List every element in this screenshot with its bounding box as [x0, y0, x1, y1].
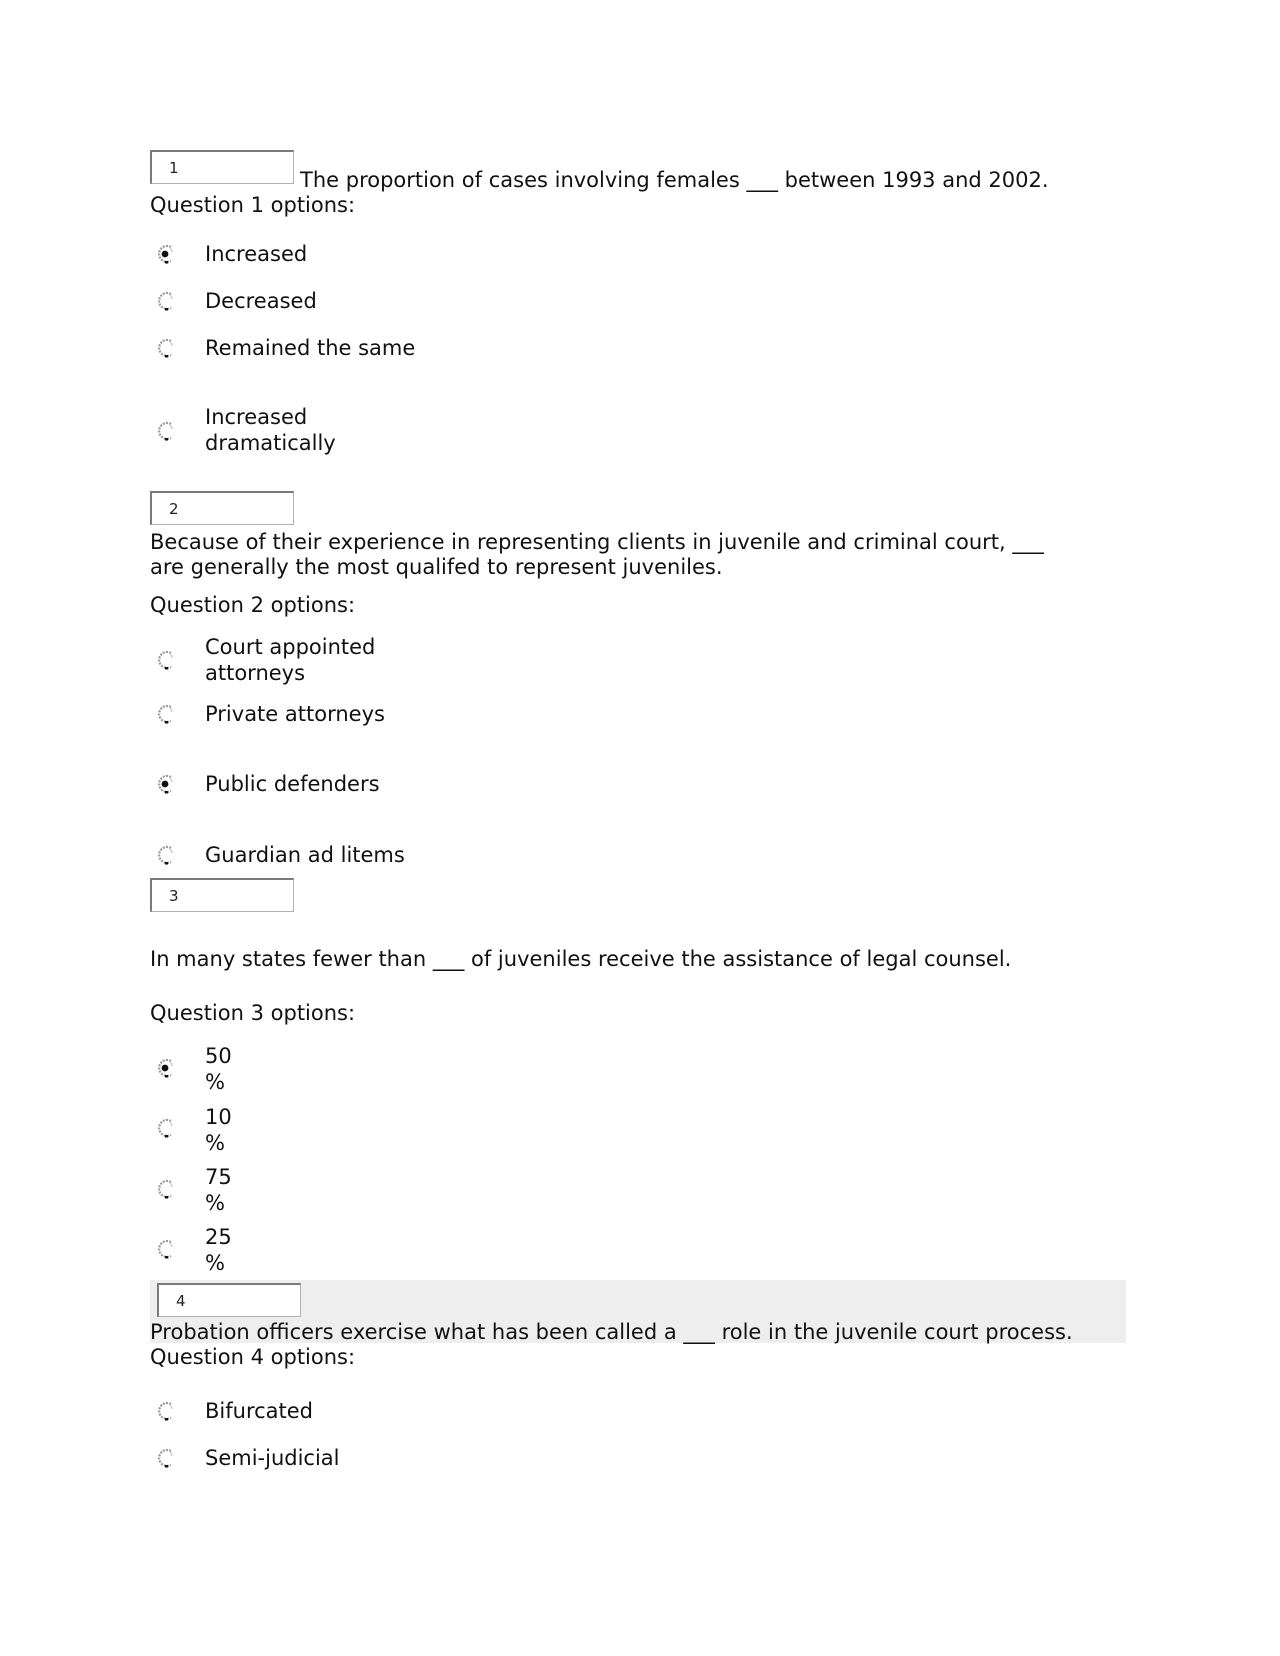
question-1-number-box[interactable] [150, 150, 294, 184]
option-label-line-2[interactable]: dramatically [205, 431, 336, 455]
radio-button[interactable] [155, 1238, 177, 1260]
question-4-prompt: Probation officers exercise what has been called a ___ role in the juvenile court process. [150, 1320, 1073, 1344]
question-2-prompt-line-2: are generally the most qualifed to represent juveniles. [150, 555, 723, 579]
question-2-number: 2 [169, 500, 179, 518]
option-label-line-2[interactable]: % [205, 1251, 225, 1275]
question-4-options-label: Question 4 options: [150, 1345, 356, 1369]
radio-button-selected[interactable] [155, 1057, 177, 1079]
question-1-options-label: Question 1 options: [150, 193, 356, 217]
question-3-prompt: In many states fewer than ___ of juveniles receive the assistance of legal counsel. [150, 947, 1012, 971]
radio-empty-icon [155, 420, 177, 442]
option-label-line-2[interactable]: % [205, 1070, 225, 1094]
radio-button[interactable] [155, 1178, 177, 1200]
radio-empty-icon [155, 290, 177, 312]
question-2-prompt-line-1: Because of their experience in representing clients in juvenile and criminal court, ___ [150, 530, 1044, 554]
option-label[interactable]: 75 [205, 1165, 232, 1189]
radio-button[interactable] [155, 290, 177, 312]
question-4-number-box[interactable] [157, 1283, 301, 1317]
question-3-number: 3 [169, 887, 179, 905]
option-label[interactable]: 25 [205, 1225, 232, 1249]
option-label[interactable]: Increased [205, 405, 308, 429]
option-label-line-2[interactable]: attorneys [205, 661, 306, 685]
option-label[interactable]: Public defenders [205, 772, 380, 796]
radio-button[interactable] [155, 703, 177, 725]
option-label[interactable]: Remained the same [205, 336, 416, 360]
radio-selected-icon [155, 1057, 177, 1079]
option-label[interactable]: Increased [205, 242, 308, 266]
radio-empty-icon [155, 1400, 177, 1422]
question-3-options-label: Question 3 options: [150, 1001, 356, 1025]
option-label-line-2[interactable]: % [205, 1191, 225, 1215]
radio-button[interactable] [155, 649, 177, 671]
radio-button-selected[interactable] [155, 773, 177, 795]
option-label[interactable]: 10 [205, 1105, 232, 1129]
radio-empty-icon [155, 703, 177, 725]
radio-button[interactable] [155, 1447, 177, 1469]
option-label[interactable]: Guardian ad litems [205, 843, 405, 867]
question-2-options-label: Question 2 options: [150, 593, 356, 617]
option-label[interactable]: Private attorneys [205, 702, 385, 726]
radio-button[interactable] [155, 420, 177, 442]
question-4-number: 4 [176, 1292, 186, 1310]
radio-empty-icon [155, 649, 177, 671]
radio-empty-icon [155, 844, 177, 866]
radio-empty-icon [155, 1447, 177, 1469]
radio-empty-icon [155, 337, 177, 359]
radio-empty-icon [155, 1238, 177, 1260]
question-3-number-box[interactable] [150, 878, 294, 912]
radio-button[interactable] [155, 1400, 177, 1422]
option-label[interactable]: Court appointed [205, 635, 376, 659]
option-label[interactable]: Semi-judicial [205, 1446, 340, 1470]
radio-empty-icon [155, 1178, 177, 1200]
option-label[interactable]: 50 [205, 1044, 232, 1068]
radio-button[interactable] [155, 1117, 177, 1139]
question-1-number: 1 [169, 159, 179, 177]
radio-button-selected[interactable] [155, 243, 177, 265]
question-2-number-box[interactable] [150, 491, 294, 525]
radio-button[interactable] [155, 337, 177, 359]
radio-selected-icon [155, 243, 177, 265]
option-label[interactable]: Decreased [205, 289, 317, 313]
option-label[interactable]: Bifurcated [205, 1399, 314, 1423]
option-label-line-2[interactable]: % [205, 1131, 225, 1155]
radio-selected-icon [155, 773, 177, 795]
radio-button[interactable] [155, 844, 177, 866]
radio-empty-icon [155, 1117, 177, 1139]
question-1-prompt: The proportion of cases involving females ___ between 1993 and 2002. [300, 168, 1049, 192]
